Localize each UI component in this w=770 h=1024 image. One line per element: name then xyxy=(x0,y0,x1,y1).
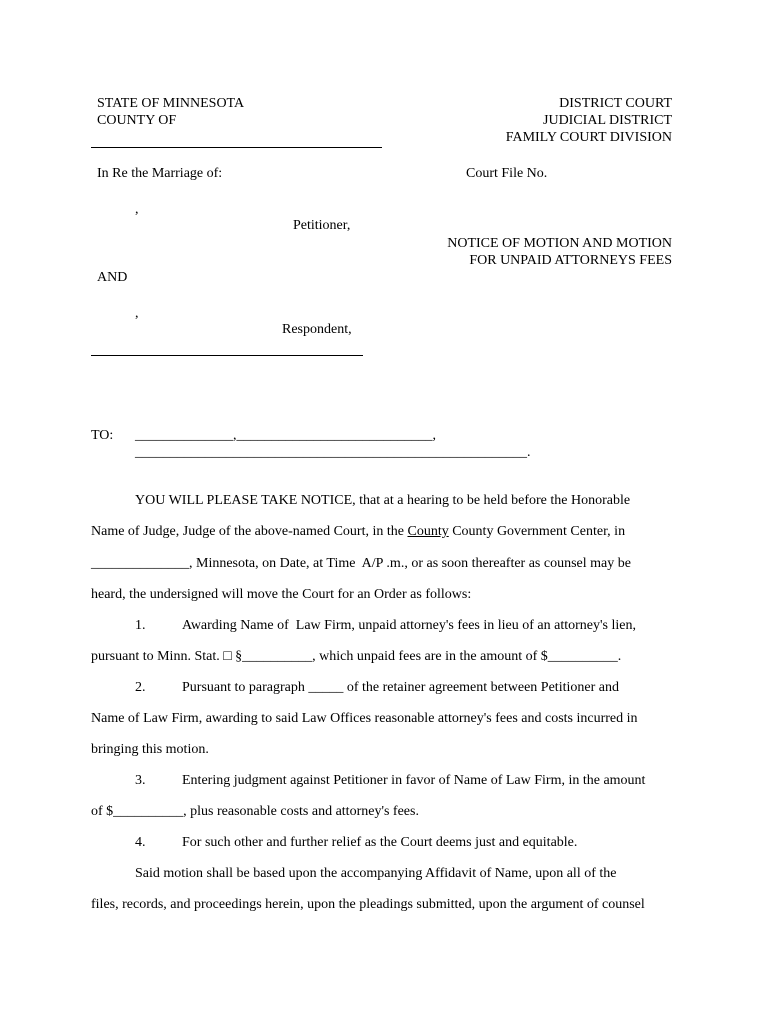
district-label: JUDICIAL DISTRICT xyxy=(543,113,672,128)
notice-line-1: YOU WILL PLEASE TAKE NOTICE, that at a hearing to be held before the Honorable xyxy=(135,493,631,508)
closing-line-1: Said motion shall be based upon the accompanying Affidavit of Name, upon all of the xyxy=(135,866,617,881)
to-label: TO: xyxy=(91,428,114,443)
notice-line-3: ______________, Minnesota, on Date, at Time A/P .m., or as soon thereafter as counsel may be xyxy=(91,556,631,571)
item-4-number: 4. xyxy=(135,835,146,850)
item-3-line-1: Entering judgment against Petitioner in favor of Name of Law Firm, in the amount xyxy=(182,773,646,788)
closing-line-2: files, records, and proceedings herein, upon the pleadings submitted, upon the argument of counsel xyxy=(91,897,645,912)
respondent-label: Respondent, xyxy=(282,322,352,337)
to-line-2: ________________________________________________________. xyxy=(135,445,531,460)
county-label: COUNTY OF xyxy=(97,113,177,128)
item-4-line-1: For such other and further relief as the Court deems just and equitable. xyxy=(182,835,578,850)
item-2-number: 2. xyxy=(135,680,146,695)
document-title-line2: FOR UNPAID ATTORNEYS FEES xyxy=(469,253,672,268)
item-2-line-1: Pursuant to paragraph _____ of the retainer agreement between Petitioner and xyxy=(182,680,619,695)
document-title-line1: NOTICE OF MOTION AND MOTION xyxy=(447,236,672,251)
in-re-label: In Re the Marriage of: xyxy=(97,166,223,181)
item-2-line-2: Name of Law Firm, awarding to said Law Offices reasonable attorney's fees and costs incurred in xyxy=(91,711,638,726)
item-1-number: 1. xyxy=(135,618,146,633)
caption-rule xyxy=(91,355,363,356)
division-label: FAMILY COURT DIVISION xyxy=(505,130,672,145)
and-label: AND xyxy=(97,270,128,285)
notice-line-4: heard, the undersigned will move the Court for an Order as follows: xyxy=(91,587,472,602)
court-file-label: Court File No. xyxy=(466,166,548,181)
court-label: DISTRICT COURT xyxy=(559,96,672,111)
county-rule xyxy=(91,147,382,148)
to-line-1: ______________,____________________________, xyxy=(135,428,436,443)
item-2-line-3: bringing this motion. xyxy=(91,742,209,757)
item-3-number: 3. xyxy=(135,773,146,788)
item-1-line-2: pursuant to Minn. Stat. □ §__________, which unpaid fees are in the amount of $__________. xyxy=(91,649,622,664)
petitioner-label: Petitioner, xyxy=(293,218,351,233)
state-label: STATE OF MINNESOTA xyxy=(97,96,245,111)
item-1-line-1: Awarding Name of Law Firm, unpaid attorney's fees in lieu of an attorney's lien, xyxy=(182,618,636,633)
notice-line-2: Name of Judge, Judge of the above-named Court, in the County County Government Center, in xyxy=(91,524,626,539)
respondent-comma: , xyxy=(135,306,139,321)
item-3-line-2: of $__________, plus reasonable costs and attorney's fees. xyxy=(91,804,419,819)
petitioner-comma: , xyxy=(135,202,139,217)
